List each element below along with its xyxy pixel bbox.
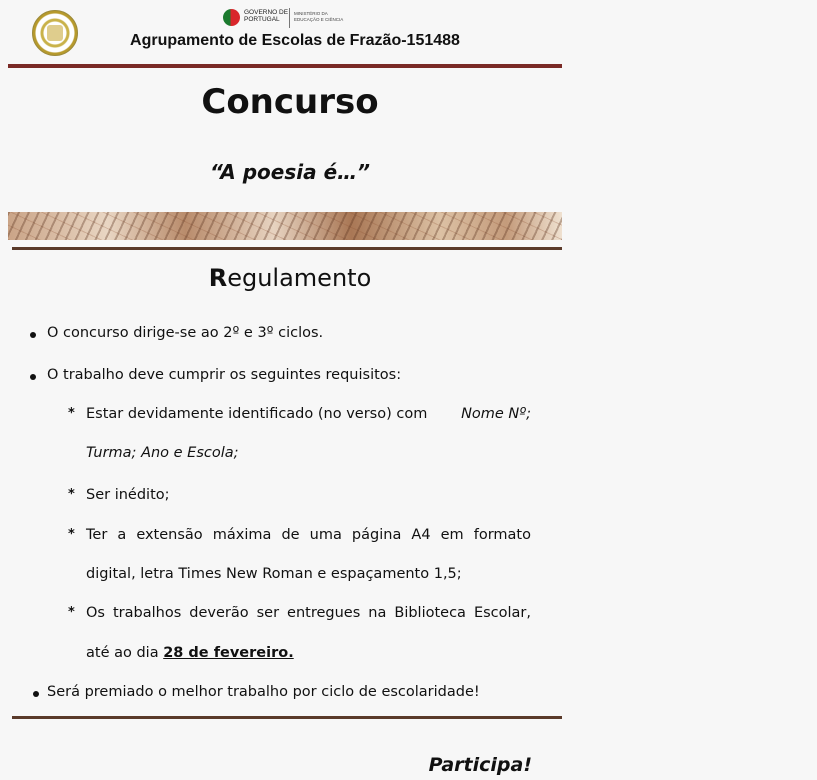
government-logo-text: GOVERNO DE PORTUGAL [244,9,289,23]
bullet-icon [30,374,36,380]
requirement-format-line1: Ter a extensão máxima de uma página A4 em formato [86,527,531,543]
regulation-heading: Regulamento [208,264,372,292]
requirement-original: Ser inédito; [86,487,170,503]
requirement-delivery-line1: Os trabalhos deverão ser entregues na Biblioteca Escolar, [86,605,531,621]
asterisk-icon: * [68,406,75,421]
footer-divider [12,716,562,719]
asterisk-icon: * [68,527,75,542]
header-divider [8,64,562,68]
section-divider [12,247,562,250]
rule-item-prize: Será premiado o melhor trabalho por ciclo de escolaridade! [47,684,480,700]
bullet-icon [33,691,39,697]
rule-item-target: O concurso dirige-se ao 2º e 3º ciclos. [47,325,324,341]
portugal-flag-icon [223,9,240,26]
requirement-identification-cont: Turma; Ano e Escola; [86,445,239,461]
school-name: Agrupamento de Escolas de Frazão-151488 [130,32,460,49]
requirement-identification: Estar devidamente identificado (no verso) com Nome Nº; [86,406,531,422]
page-title: Concurso [201,82,379,122]
asterisk-icon: * [68,605,75,620]
school-seal-emblem-icon [47,25,63,41]
contest-theme: “A poesia é…” [209,160,371,184]
ministry-label: MINISTÉRIO DA EDUCAÇÃO E CIÊNCIA [294,11,344,22]
decorative-banner-image [8,212,562,240]
rule-item-requirements: O trabalho deve cumprir os seguintes requisitos: [47,367,402,383]
asterisk-icon: * [68,487,75,502]
logo-divider [289,8,290,28]
bullet-icon [30,332,36,338]
requirement-delivery-line2: até ao dia 28 de fevereiro. [86,645,294,661]
call-to-action: Participa! [428,754,532,776]
requirement-format-line2: digital, letra Times New Roman e espaçamento 1,5; [86,566,462,582]
deadline-date: 28 de fevereiro. [163,645,294,661]
